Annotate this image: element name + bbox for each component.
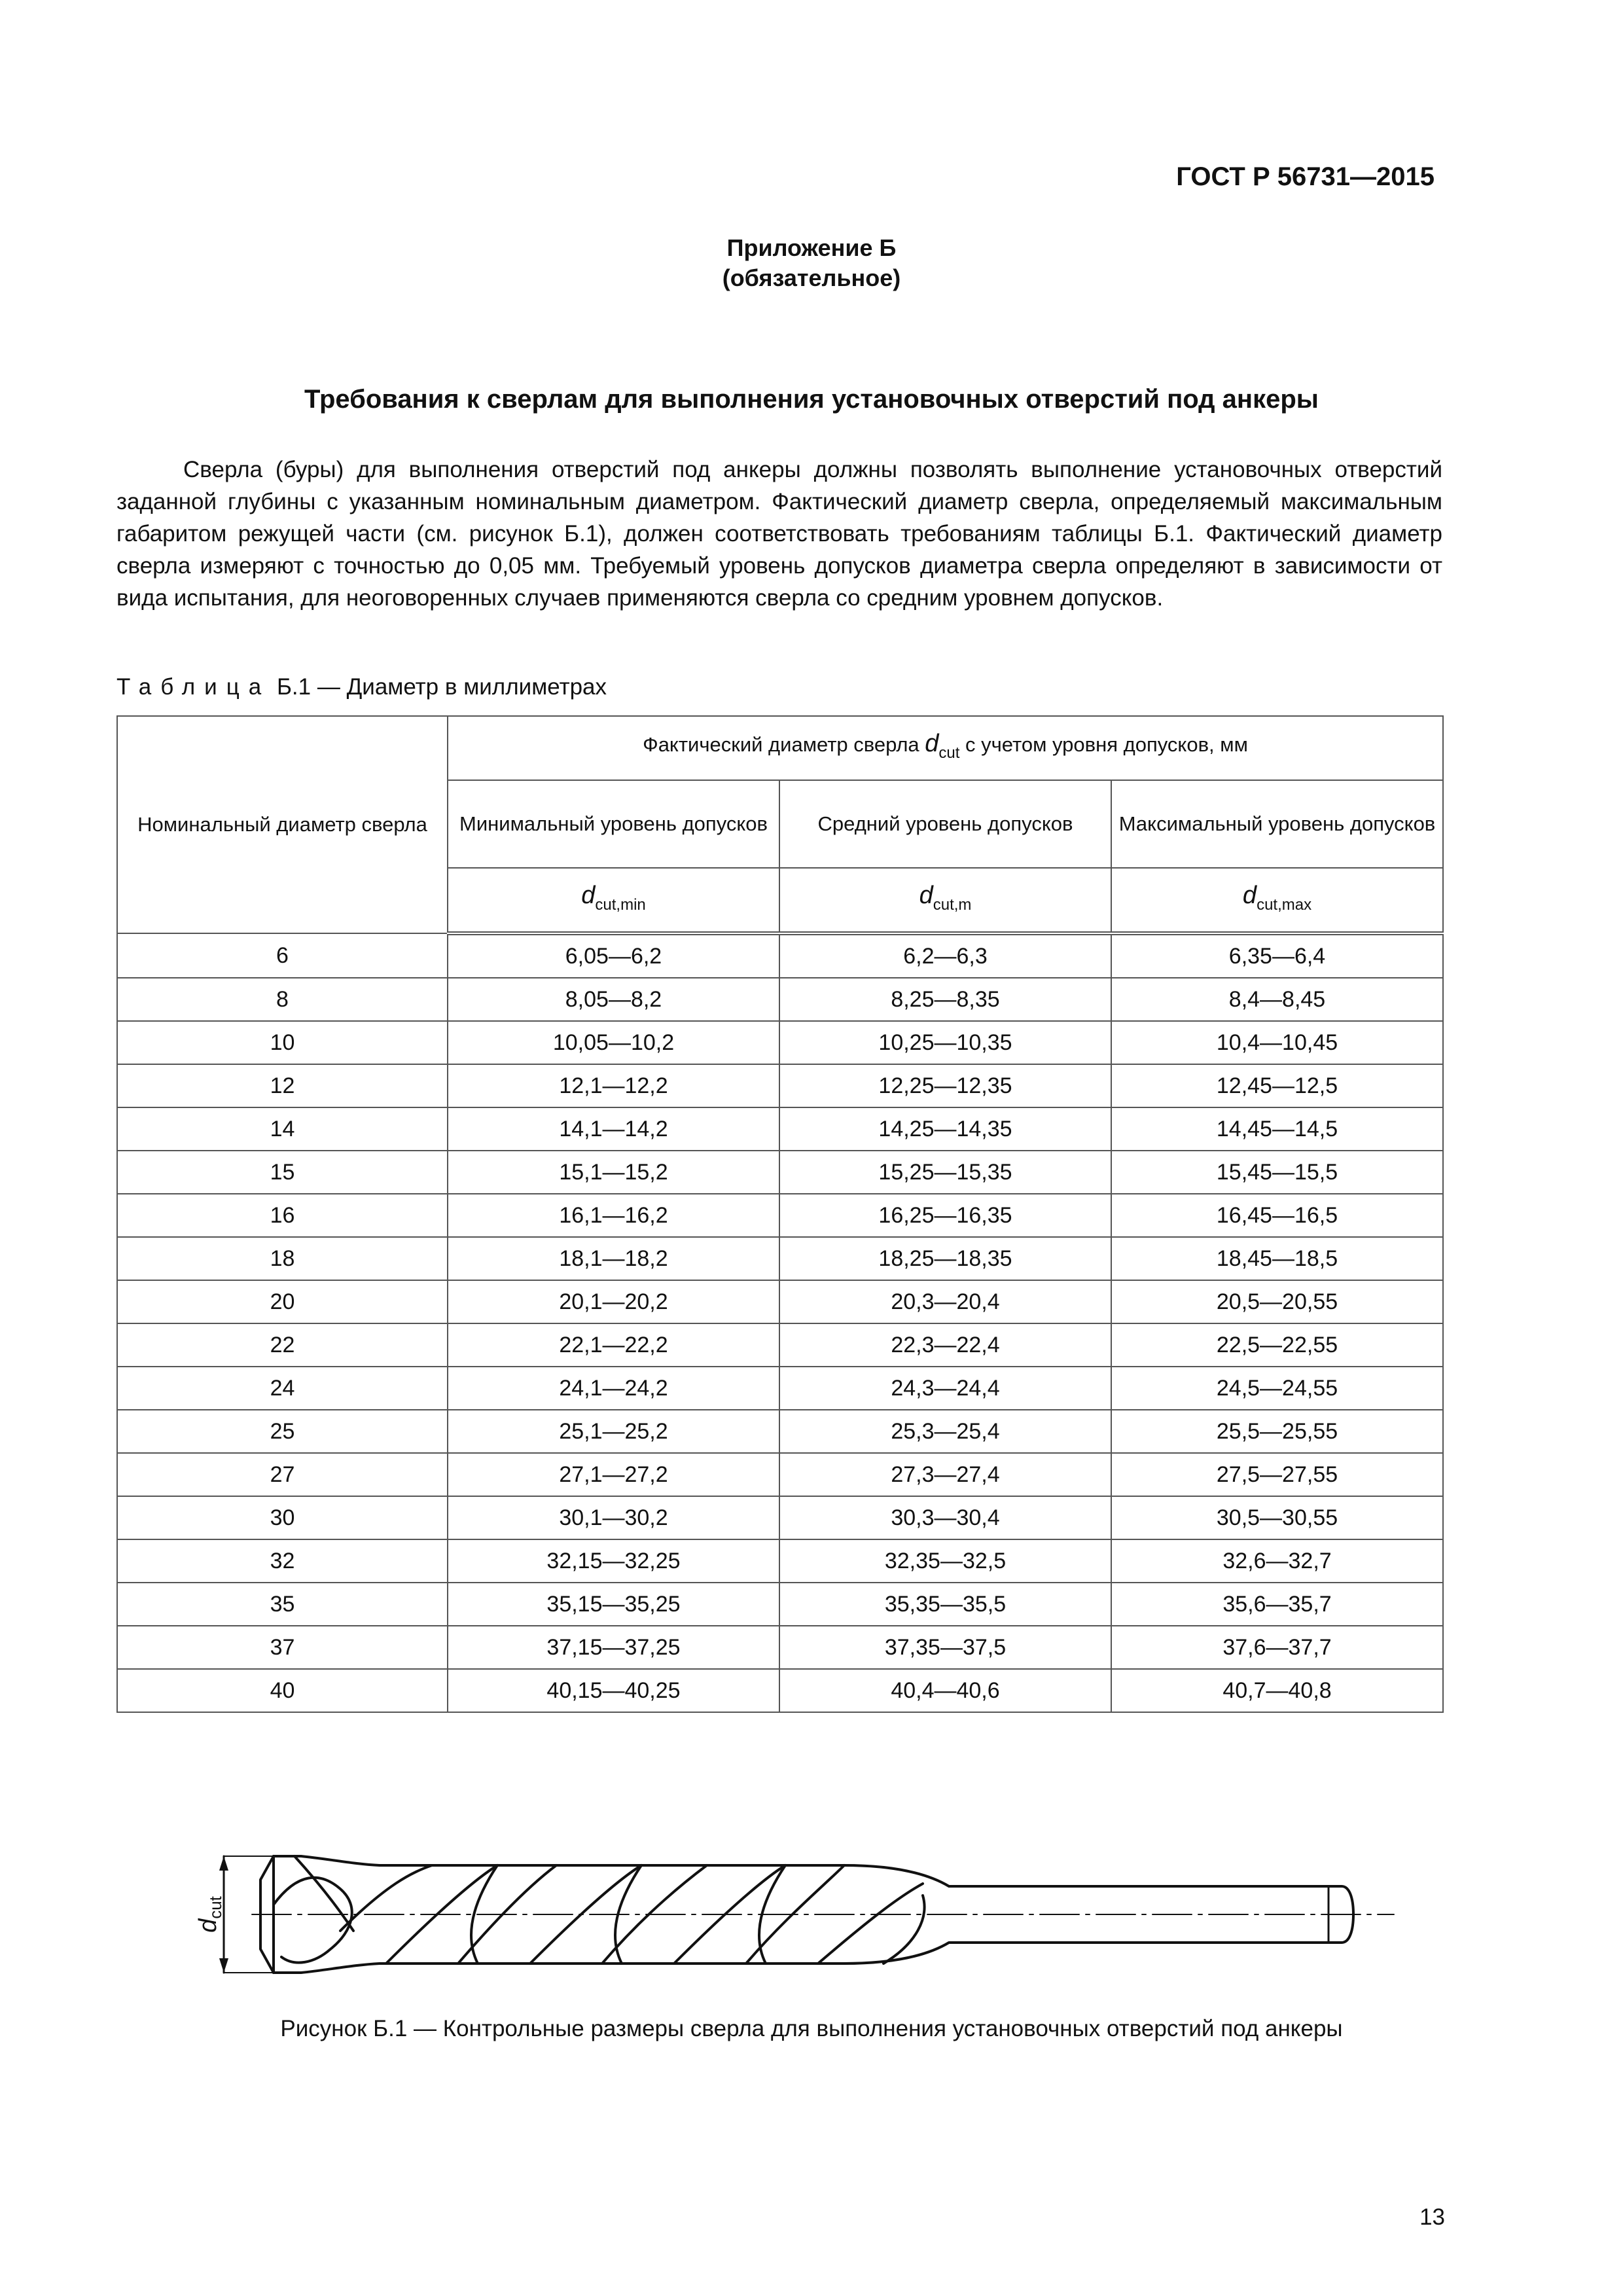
- table-caption: [116, 674, 607, 700]
- cell-max: 25,5—25,55: [1111, 1410, 1443, 1453]
- cell-min: 22,1—22,2: [448, 1323, 779, 1367]
- table-row: [117, 978, 1443, 1021]
- cell-nominal: 10: [117, 1021, 448, 1064]
- cell-min: 10,05—10,2: [448, 1021, 779, 1064]
- table-row: [117, 1669, 1443, 1712]
- table-row: [117, 1107, 1443, 1151]
- cell-nominal: 20: [117, 1280, 448, 1323]
- cell-max: 18,45—18,5: [1111, 1237, 1443, 1280]
- cell-max: 22,5—22,55: [1111, 1323, 1443, 1367]
- cell-max: 15,45—15,5: [1111, 1151, 1443, 1194]
- table-caption-text: Б.1 — Диаметр в миллиметрах: [270, 674, 607, 700]
- cell-min: 12,1—12,2: [448, 1064, 779, 1107]
- cell-mid: 35,35—35,5: [779, 1583, 1111, 1626]
- cell-mid: 32,35—32,5: [779, 1539, 1111, 1583]
- cell-min: 14,1—14,2: [448, 1107, 779, 1151]
- cell-max: 16,45—16,5: [1111, 1194, 1443, 1237]
- cell-mid: 15,25—15,35: [779, 1151, 1111, 1194]
- cell-mid: 37,35—37,5: [779, 1626, 1111, 1669]
- cell-min: 6,05—6,2: [448, 933, 779, 978]
- cell-nominal: 27: [117, 1453, 448, 1496]
- header-mid-tolerance: Средний уровень допусков: [779, 780, 1111, 868]
- cell-max: 14,45—14,5: [1111, 1107, 1443, 1151]
- header-nominal-diameter: Номинальный диаметр сверла: [117, 716, 448, 933]
- document-number: ГОСТ Р 56731—2015: [1176, 162, 1435, 191]
- cell-max: 35,6—35,7: [1111, 1583, 1443, 1626]
- cell-mid: 40,4—40,6: [779, 1669, 1111, 1712]
- cell-mid: 18,25—18,35: [779, 1237, 1111, 1280]
- cell-min: 18,1—18,2: [448, 1237, 779, 1280]
- cell-mid: 22,3—22,4: [779, 1323, 1111, 1367]
- cell-mid: 20,3—20,4: [779, 1280, 1111, 1323]
- table-row: [117, 1496, 1443, 1539]
- figure-caption: Рисунок Б.1 — Контрольные размеры сверла для выполнения установочных отверстий под анкеры: [280, 2016, 1343, 2041]
- cell-mid: 30,3—30,4: [779, 1496, 1111, 1539]
- cell-nominal: 40: [117, 1669, 448, 1712]
- cell-nominal: 12: [117, 1064, 448, 1107]
- cell-nominal: 37: [117, 1626, 448, 1669]
- page-number: 13: [1419, 2204, 1445, 2230]
- table-row: [117, 1539, 1443, 1583]
- cell-min: 32,15—32,25: [448, 1539, 779, 1583]
- cell-min: 15,1—15,2: [448, 1151, 779, 1194]
- table-row: [117, 933, 1443, 978]
- dimension-label: $d_{cut}$: [194, 1896, 225, 1933]
- cell-mid: 10,25—10,35: [779, 1021, 1111, 1064]
- appendix-status: (обязательное): [722, 264, 901, 291]
- cell-nominal: 25: [117, 1410, 448, 1453]
- cell-max: 20,5—20,55: [1111, 1280, 1443, 1323]
- cell-mid: 12,25—12,35: [779, 1064, 1111, 1107]
- section-title: Требования к сверлам для выполнения установочных отверстий под анкеры: [304, 385, 1319, 414]
- appendix-heading: [0, 233, 1623, 293]
- cell-mid: 6,2—6,3: [779, 933, 1111, 978]
- cell-mid: 14,25—14,35: [779, 1107, 1111, 1151]
- cell-max: 32,6—32,7: [1111, 1539, 1443, 1583]
- table-row: [117, 1323, 1443, 1367]
- cell-nominal: 35: [117, 1583, 448, 1626]
- cell-nominal: 22: [117, 1323, 448, 1367]
- cell-nominal: 14: [117, 1107, 448, 1151]
- cell-nominal: 32: [117, 1539, 448, 1583]
- cell-max: 12,45—12,5: [1111, 1064, 1443, 1107]
- dimension-arrow-bottom: [219, 1958, 228, 1973]
- table-row: [117, 1194, 1443, 1237]
- header-max-tolerance: Максимальный уровень допусков: [1111, 780, 1443, 868]
- cell-min: 40,15—40,25: [448, 1669, 779, 1712]
- cell-mid: 8,25—8,35: [779, 978, 1111, 1021]
- table-row: [117, 1237, 1443, 1280]
- cell-max: 37,6—37,7: [1111, 1626, 1443, 1669]
- cell-max: 40,7—40,8: [1111, 1669, 1443, 1712]
- cell-min: 27,1—27,2: [448, 1453, 779, 1496]
- cell-min: 35,15—35,25: [448, 1583, 779, 1626]
- cell-min: 20,1—20,2: [448, 1280, 779, 1323]
- table-row: [117, 1280, 1443, 1323]
- dcut-symbol: $d_{cut}$: [925, 729, 960, 762]
- header-min-tolerance: Минимальный уровень допусков: [448, 780, 779, 868]
- cell-nominal: 16: [117, 1194, 448, 1237]
- cell-min: 30,1—30,2: [448, 1496, 779, 1539]
- body-paragraph: Сверла (буры) для выполнения отверстий под анкеры должны позволять выполнение установочных отверстий заданной глубины с указанным номинальным диаметром. Фактический диаметр сверла, определяемый максимальным габаритом режущей части (см. рисунок Б.1), должен соответствовать требованиям таблицы Б.1. Фактический диаметр сверла измеряют с точностью до 0,05 мм. Требуемый уровень допусков диаметра сверла определяют в зависимости от вида испытания, для неоговоренных случаев применяются сверла со средним уровнем допусков.: [116, 457, 1442, 611]
- table-body: [117, 933, 1443, 1712]
- cell-max: 27,5—27,55: [1111, 1453, 1443, 1496]
- table-caption-label: Таблица: [116, 674, 271, 700]
- symbol-dcut-m: $d_{cut,m}$: [779, 868, 1111, 933]
- table-row: [117, 1583, 1443, 1626]
- symbol-dcut-min: $d_{cut,min}$: [448, 868, 779, 933]
- cell-min: 16,1—16,2: [448, 1194, 779, 1237]
- drill-figure: [190, 1833, 1433, 1990]
- table-row: [117, 1410, 1443, 1453]
- header-actual-diameter: Фактический диаметр сверла $d_{cut}$ с учетом уровня допусков, мм: [448, 716, 1443, 780]
- dimension-arrow-top: [219, 1856, 228, 1871]
- symbol-dcut-max: $d_{cut,max}$: [1111, 868, 1443, 933]
- cell-nominal: 15: [117, 1151, 448, 1194]
- drill-diameter-table: [116, 715, 1444, 1713]
- cell-max: 24,5—24,55: [1111, 1367, 1443, 1410]
- cell-mid: 27,3—27,4: [779, 1453, 1111, 1496]
- table-row: [117, 1151, 1443, 1194]
- cell-min: 24,1—24,2: [448, 1367, 779, 1410]
- table-row: [117, 1367, 1443, 1410]
- cell-min: 25,1—25,2: [448, 1410, 779, 1453]
- table-row: [117, 1064, 1443, 1107]
- cell-max: 8,4—8,45: [1111, 978, 1443, 1021]
- cell-nominal: 30: [117, 1496, 448, 1539]
- cell-mid: 16,25—16,35: [779, 1194, 1111, 1237]
- cell-min: 37,15—37,25: [448, 1626, 779, 1669]
- cell-max: 30,5—30,55: [1111, 1496, 1443, 1539]
- cell-nominal: 18: [117, 1237, 448, 1280]
- table-row: [117, 1626, 1443, 1669]
- cell-nominal: 8: [117, 978, 448, 1021]
- cell-nominal: 24: [117, 1367, 448, 1410]
- cell-nominal: 6: [117, 933, 448, 978]
- cell-max: 10,4—10,45: [1111, 1021, 1443, 1064]
- table-row: [117, 1453, 1443, 1496]
- cell-min: 8,05—8,2: [448, 978, 779, 1021]
- appendix-title: Приложение Б: [726, 234, 897, 261]
- table-row: [117, 1021, 1443, 1064]
- cell-mid: 24,3—24,4: [779, 1367, 1111, 1410]
- cell-mid: 25,3—25,4: [779, 1410, 1111, 1453]
- cell-max: 6,35—6,4: [1111, 933, 1443, 978]
